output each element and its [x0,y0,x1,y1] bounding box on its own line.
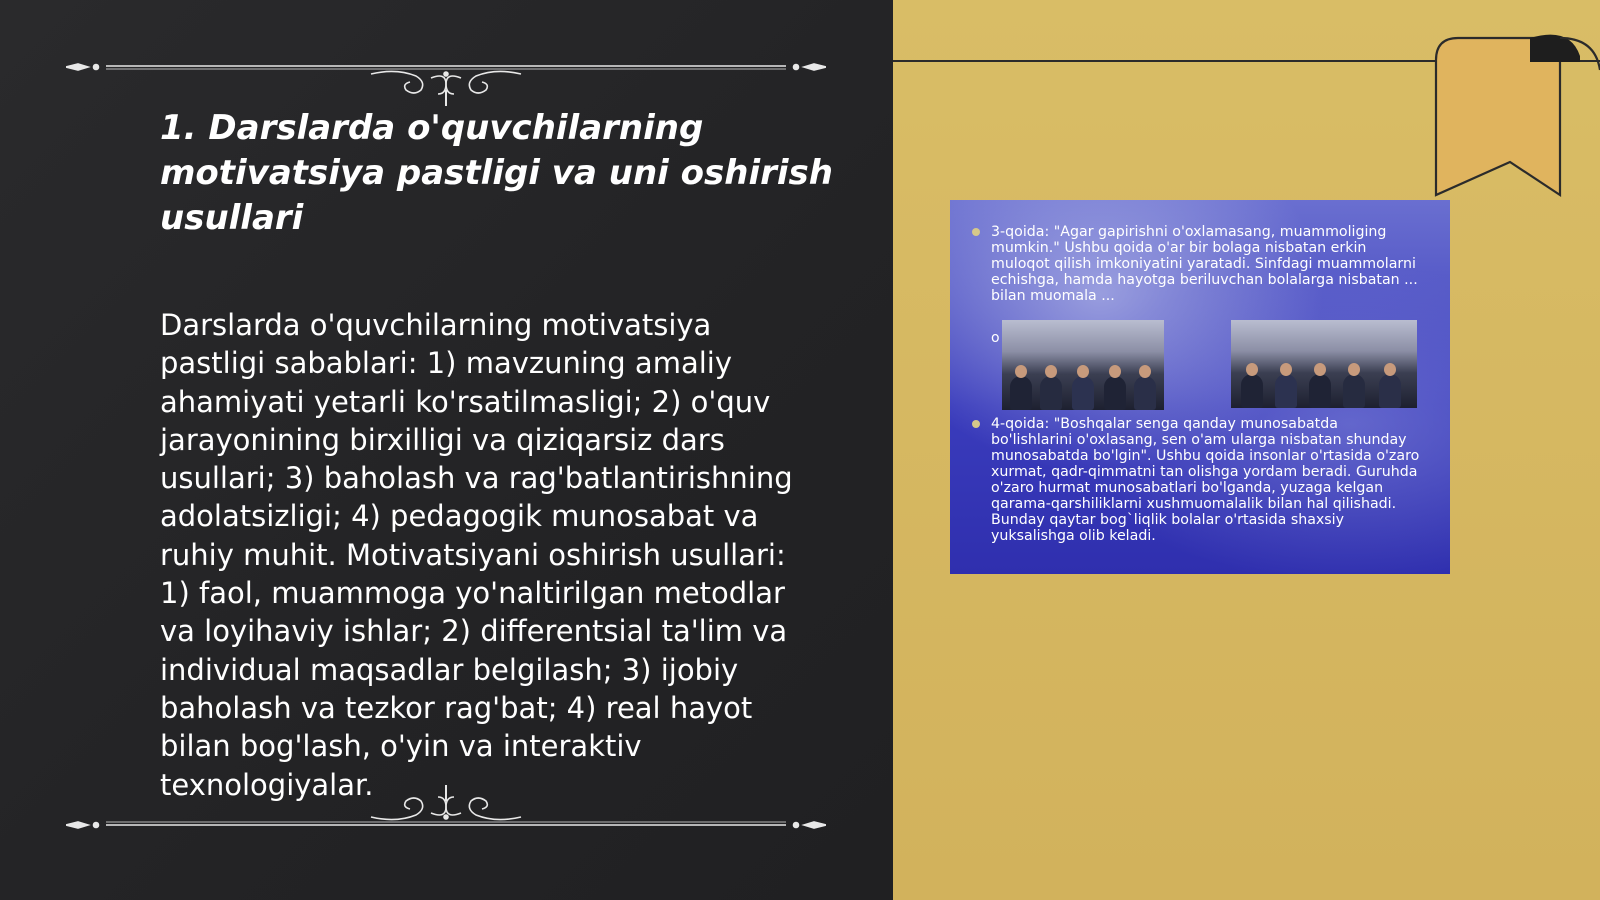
classroom-photo-1 [1002,320,1164,410]
slide-title: 1. Darslarda o'quvchilarning motivatsiya pastligi va uni oshirish usullari [160,108,833,238]
bookmark-ribbon-icon [1430,30,1600,205]
bullet-dot [972,420,980,428]
embedded-rule-3-text: 3-qoida: "Agar gapirishni o'oxlamasang, muammoliging mumkin." Ushbu qoida o'ar bir bolaga nisbatan erkin muloqot qilish imkoniyatini yaratadi. Sinfdagi muammolarni echishga, hamda hayotga beriluvchan bolalarga nisbatan ... bilan muomala ... [991,224,1418,304]
embedded-slide-image [950,200,1450,574]
flourish-divider-top-icon [66,50,826,110]
embedded-rule-4-text: 4-qoida: "Boshqalar senga qanday munosabatda bo'lishlarini o'oxlasang, sen o'am ularga nisbatan shunday munosabatda bo'lgin". Ushbu qoida insonlar o'rtasida o'zaro xurmat, qadr-qimmatni tan olishga yordam beradi. Guruhda o'zaro hurmat munosabatlari bo'lganda, yuzaga kelgan qarama-qarshiliklarni xushmuomalalik bilan hal qilishadi. Bunday qaytar bog`liqlik bolalar o'rtasida shaxsiy yuksalishga olib keladi. [991,416,1420,544]
classroom-photo-2 [1231,320,1417,408]
embedded-text-fragment: o [991,330,1000,346]
slide-body-text: Darslarda o'quvchilarning motivatsiya pastligi sabablari: 1) mavzuning amaliy ahamiyati yetarli ko'rsatilmasligi; 2) o'quv jarayonining birxilligi va qiziqarsiz dars usullari; 3) baholash va rag'batlantirishning adolatsizligi; 4) pedagogik munosabat va ruhiy muhit. Motivatsiyani oshirish usullari: 1) faol, muammoga yo'naltirilgan metodlar va loyihaviy ishlar; 2) differentsial ta'lim va individual maqsadlar belgilash; 3) ijobiy baholash va tezkor rag'bat; 4) real hayot bilan bog'lash, o'yin va interaktiv texnologiyalar. [160,308,793,802]
bullet-dot [972,228,980,236]
flourish-divider-bottom-icon [66,775,826,835]
